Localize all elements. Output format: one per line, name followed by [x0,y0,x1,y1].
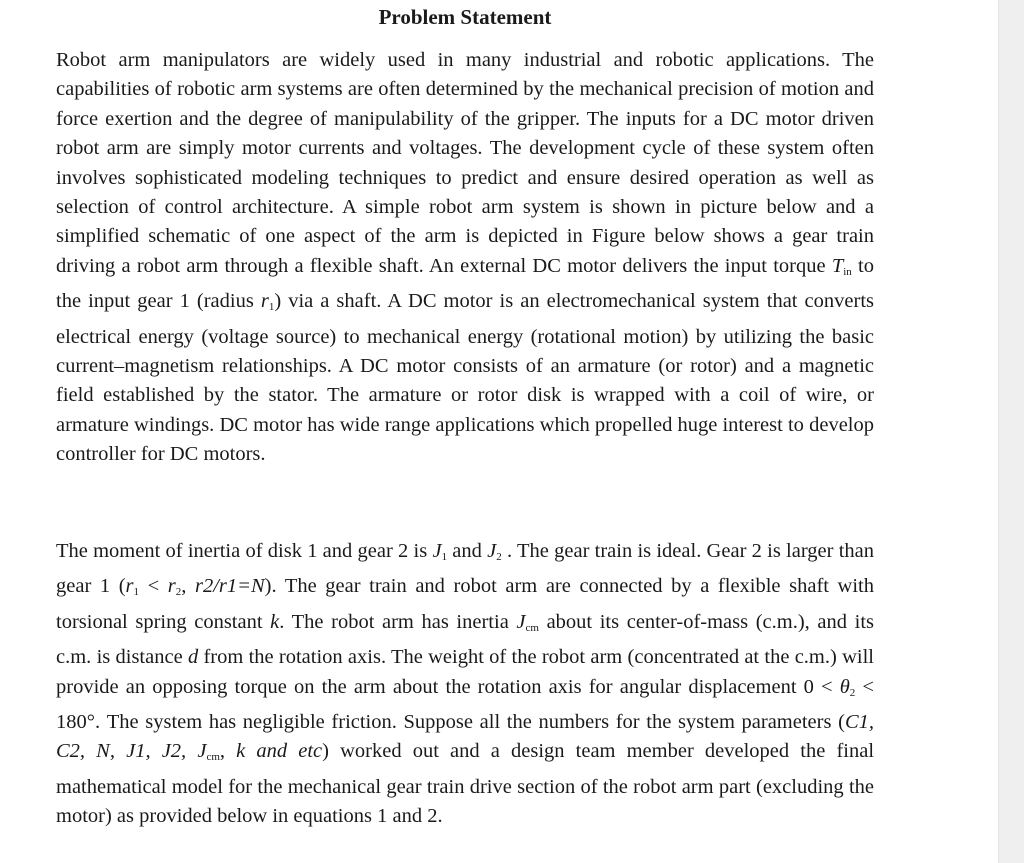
text-run: The moment of inertia of disk 1 and gear 2 is [56,540,433,562]
subscript: 2 [496,551,502,563]
symbol-jcm: J [197,740,207,763]
text-run: < 180°. The system has negligible friction. Suppose all the numbers for the system parameters ( [56,675,874,734]
symbol-theta: θ [839,675,850,698]
subscript: 2 [175,586,182,599]
text-run: ). The gear train and robot arm are connected by a flexible shaft with torsional spring constant [56,575,875,633]
scrollbar[interactable] [998,0,1024,863]
page-title: Problem Statement [378,5,552,29]
symbol-jcm: J [516,610,526,633]
symbol-params: k and etc [236,740,323,763]
symbol-j2: J [487,540,497,562]
text-run: to the input gear 1 (radius [56,254,874,313]
text-run: Robot arm manipulators are widely used in many industrial and robotic applications. The capabilities of robotic arm systems are often determined by the mechanical precision of motion and force exertion and the degree of manipulability of the gripper. The inputs for a DC motor driven robot arm are simply motor currents and voltages. The development cycle of these system often involves sophisticated modeling techniques to predict and ensure desired operation as well as selection of control architecture. A simple robot arm system is shown in picture below and a simplified schematic of one aspect of the arm is depicted in Figure below shows a gear train driving a robot arm through a flexible shaft. An external DC motor delivers the input torque [56,49,874,277]
symbol-ratio: r2/r1=N [194,575,265,598]
text-run: . The gear train is ideal. Gear 2 is larger than gear 1 ( [56,540,874,598]
subscript: 1 [441,551,448,563]
symbol-params: C1, C2, N, J1, J2, [56,711,874,763]
text-run: , [181,575,195,598]
subscript: 1 [268,301,275,314]
text-run: ) via a shaft. A DC motor is an electromechanical system that converts electrical energy (voltage source) to mechanical energy (rotational motion) by utilizing the basic current–magnetism relationships. A DC motor consists of an armature (or rotor) and a magnetic field established by the stator. The armature or rotor disk is wrapped with a coil of wire, or armature windings. DC motor has wide range applications which propelled huge interest to develop controller for DC motors. [56,290,874,466]
subscript: cm [525,621,539,634]
text-run: from the rotation axis. The weight of the robot arm (concentrated at the c.m.) will provide an opposing torque on the arm about the rotation axis for angular displacement 0 < [56,646,874,698]
text-run [186,740,197,762]
symbol-torque: T [831,254,844,277]
subscript: 1 [133,586,140,599]
symbol-d: d [187,646,199,669]
symbol-k: k [270,610,280,633]
text-run: . The robot arm has inertia [279,610,517,633]
paragraph-model [56,537,874,832]
subscript: 2 [849,686,856,699]
paragraph-intro [56,46,874,470]
text-run: about its center-of-mass (c.m.), and its c.m. is distance [56,610,874,669]
text-run: ) worked out and a design team member developed the final mathematical model for the mechanical gear train drive section of the robot arm part (excluding the motor) as provided below in equations 1 and 2. [56,740,875,828]
text-run: < [139,575,168,598]
symbol-r2: r [167,575,176,598]
symbol-r1: r [125,575,134,598]
subscript: cm [206,751,220,764]
symbol-radius: r [260,290,269,313]
symbol-j1: J [432,540,442,562]
text-run: , [219,740,237,763]
subscript: in [843,265,852,278]
text-run: and [447,540,488,562]
